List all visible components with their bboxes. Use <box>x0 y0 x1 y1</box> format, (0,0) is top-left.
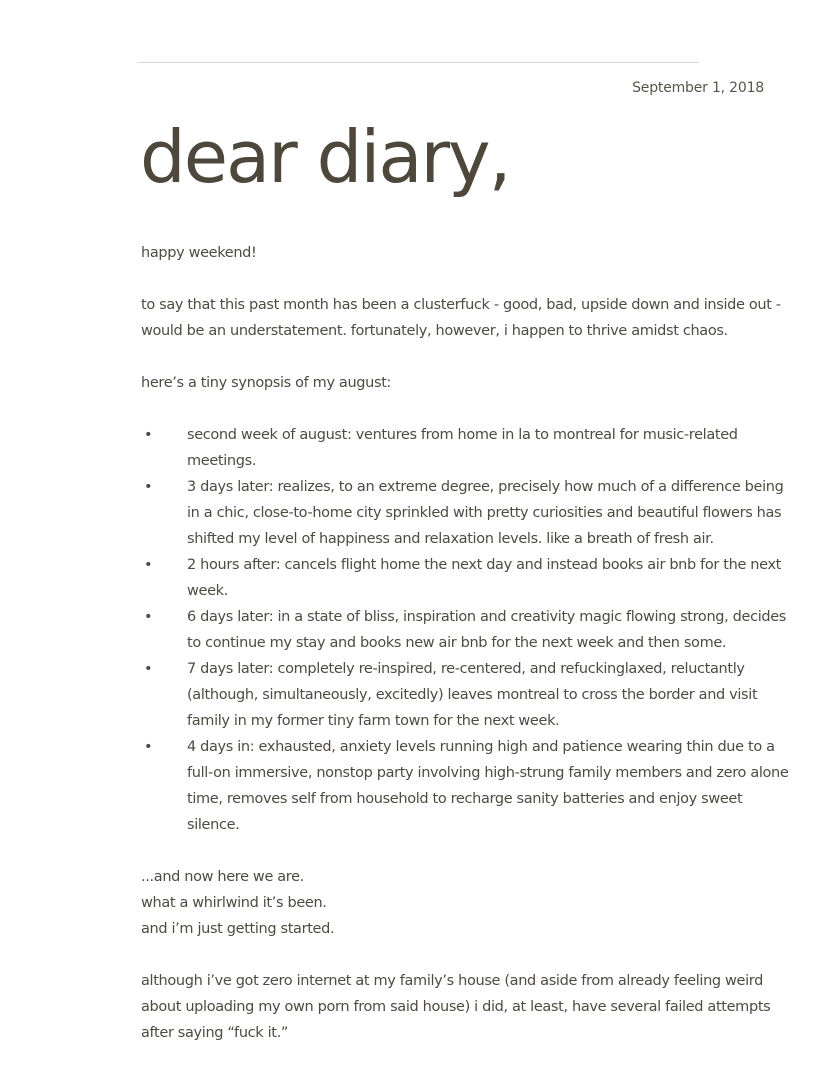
closing-line: what a whirlwind it’s been. <box>141 895 327 911</box>
closing-line: ...and now here we are. <box>141 869 304 885</box>
bullet-icon: • <box>144 479 153 495</box>
list-item <box>141 552 791 604</box>
intro-paragraph: to say that this past month has been a clusterfuck - good, bad, upside down and inside out - would be an understatement. fortunately, however, i happen to thrive amidst chaos. <box>141 297 781 339</box>
bullet-icon: • <box>144 427 153 443</box>
list-item-text: 4 days in: exhausted, anxiety levels running high and patience wearing thin due to a full-on immersive, nonstop party involving high-strung family members and zero alone time, removes self from household to recharge sanity batteries and enjoy sweet silence. <box>187 739 789 833</box>
top-divider <box>137 62 699 63</box>
entry-date: September 1, 2018 <box>632 80 764 96</box>
closing-line: and i’m just getting started. <box>141 921 335 937</box>
page-title: dear diary, <box>140 115 510 199</box>
list-item <box>141 656 791 734</box>
list-item-text: 6 days later: in a state of bliss, inspiration and creativity magic flowing strong, decides to continue my stay and books new air bnb for the next week and then some. <box>187 609 787 651</box>
list-item <box>141 604 791 656</box>
synopsis-intro: here’s a tiny synopsis of my august: <box>141 375 392 391</box>
list-item <box>141 734 791 838</box>
greeting: happy weekend! <box>141 245 257 261</box>
entry-body <box>141 240 791 1046</box>
list-item-text: second week of august: ventures from home in la to montreal for music-related meetings. <box>187 427 738 469</box>
bullet-icon: • <box>144 739 153 755</box>
list-item <box>141 474 791 552</box>
final-paragraph: although i’ve got zero internet at my family’s house (and aside from already feeling weird about uploading my own porn from said house) i did, at least, have several failed attempts after saying “fuck it.” <box>141 973 771 1041</box>
bullet-icon: • <box>144 609 153 625</box>
bullet-icon: • <box>144 557 153 573</box>
list-item <box>141 422 791 474</box>
synopsis-list <box>141 422 791 838</box>
list-item-text: 3 days later: realizes, to an extreme degree, precisely how much of a difference being in a chic, close-to-home city sprinkled with pretty curiosities and beautiful flowers has shifted my level of happiness and relaxation levels. like a breath of fresh air. <box>187 479 784 547</box>
list-item-text: 7 days later: completely re-inspired, re-centered, and refuckinglaxed, reluctantly (although, simultaneously, excitedly) leaves montreal to cross the border and visit family in my former tiny farm town for the next week. <box>187 661 758 729</box>
bullet-icon: • <box>144 661 153 677</box>
list-item-text: 2 hours after: cancels flight home the next day and instead books air bnb for the next week. <box>187 557 782 599</box>
